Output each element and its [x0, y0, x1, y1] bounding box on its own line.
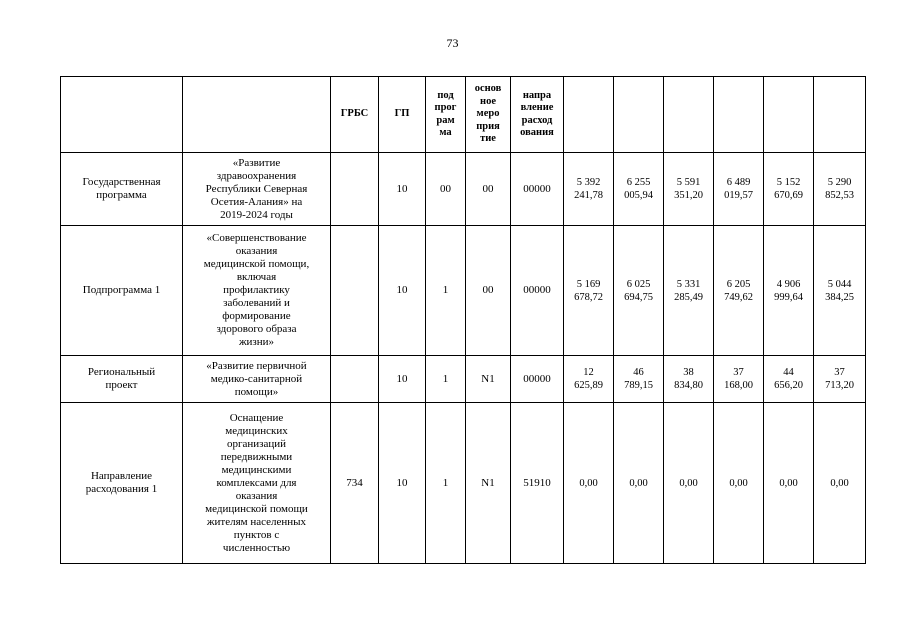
cell-nr: 00000	[511, 153, 564, 226]
table-row	[61, 356, 866, 403]
header-cell-year-6	[814, 77, 866, 153]
header-cell-label	[61, 77, 183, 153]
cell-value-2: 6 255 005,94	[614, 153, 664, 226]
cell-value-6: 5 044 384,25	[814, 226, 866, 356]
cell-nr: 00000	[511, 356, 564, 403]
cell-gp: 10	[379, 403, 426, 564]
header-cell-grbs: ГРБС	[331, 77, 379, 153]
cell-value-1: 5 169 678,72	[564, 226, 614, 356]
cell-value-4: 37 168,00	[714, 356, 764, 403]
cell-value-4: 6 489 019,57	[714, 153, 764, 226]
cell-value-4: 6 205 749,62	[714, 226, 764, 356]
cell-value-5: 0,00	[764, 403, 814, 564]
row-name: «Развитие первичной медико-санитарной помощи»	[183, 356, 331, 403]
row-label: Подпрограмма 1	[61, 226, 183, 356]
cell-om: N1	[466, 403, 511, 564]
cell-om: 00	[466, 226, 511, 356]
header-cell-year-1	[564, 77, 614, 153]
row-label: Направление расходования 1	[61, 403, 183, 564]
table-row	[61, 403, 866, 564]
header-cell-year-4	[714, 77, 764, 153]
cell-value-2: 0,00	[614, 403, 664, 564]
cell-value-2: 6 025 694,75	[614, 226, 664, 356]
header-cell-gp: ГП	[379, 77, 426, 153]
table-row	[61, 153, 866, 226]
cell-value-2: 46 789,15	[614, 356, 664, 403]
cell-value-5: 5 152 670,69	[764, 153, 814, 226]
cell-pp: 1	[426, 226, 466, 356]
cell-om: N1	[466, 356, 511, 403]
row-label: Региональный проект	[61, 356, 183, 403]
row-name: Оснащение медицинских организаций передвижными медицинскими комплексами для оказания медицинской помощи жителям населенных пунктов с численностью	[183, 403, 331, 564]
cell-value-3: 0,00	[664, 403, 714, 564]
cell-value-3: 5 591 351,20	[664, 153, 714, 226]
header-cell-podprogramma: под прог рам ма	[426, 77, 466, 153]
header-cell-osnovnoe-meropriyatie: основ ное меро прия тие	[466, 77, 511, 153]
cell-pp: 00	[426, 153, 466, 226]
cell-value-4: 0,00	[714, 403, 764, 564]
cell-grbs	[331, 356, 379, 403]
cell-value-5: 4 906 999,64	[764, 226, 814, 356]
cell-value-6: 5 290 852,53	[814, 153, 866, 226]
cell-grbs	[331, 226, 379, 356]
header-cell-year-5	[764, 77, 814, 153]
header-cell-year-3	[664, 77, 714, 153]
cell-value-3: 38 834,80	[664, 356, 714, 403]
cell-value-1: 12 625,89	[564, 356, 614, 403]
row-name: «Совершенствование оказания медицинской помощи, включая профилактику заболеваний и формирование здорового образа жизни»	[183, 226, 331, 356]
cell-value-1: 5 392 241,78	[564, 153, 614, 226]
table-row	[61, 226, 866, 356]
cell-gp: 10	[379, 226, 426, 356]
header-cell-year-2	[614, 77, 664, 153]
budget-table	[60, 76, 866, 564]
cell-gp: 10	[379, 356, 426, 403]
header-cell-name	[183, 77, 331, 153]
cell-gp: 10	[379, 153, 426, 226]
cell-pp: 1	[426, 403, 466, 564]
cell-om: 00	[466, 153, 511, 226]
cell-grbs	[331, 153, 379, 226]
cell-pp: 1	[426, 356, 466, 403]
cell-value-1: 0,00	[564, 403, 614, 564]
page-number: 73	[446, 36, 459, 50]
cell-value-3: 5 331 285,49	[664, 226, 714, 356]
cell-value-5: 44 656,20	[764, 356, 814, 403]
row-name: «Развитие здравоохранения Республики Северная Осетия-Алания» на 2019-2024 годы	[183, 153, 331, 226]
cell-value-6: 37 713,20	[814, 356, 866, 403]
cell-value-6: 0,00	[814, 403, 866, 564]
row-label: Государственная программа	[61, 153, 183, 226]
header-cell-napravlenie-raskhodovaniya: напра вление расход ования	[511, 77, 564, 153]
cell-nr: 51910	[511, 403, 564, 564]
cell-nr: 00000	[511, 226, 564, 356]
cell-grbs: 734	[331, 403, 379, 564]
table-header-row	[61, 77, 866, 153]
